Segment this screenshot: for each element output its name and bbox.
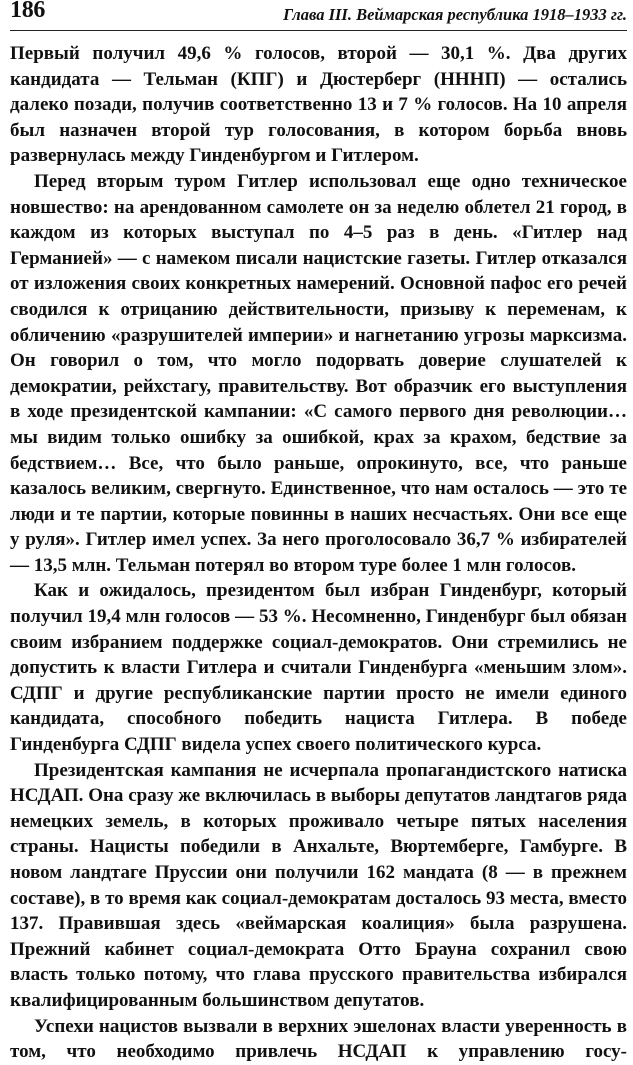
- paragraph: Перед вторым туром Гитлер использовал еще одно техническое новшество: на арендованном самолете он за неделю облетел 21 город, в каждом из которых выступал по 4–5 раз в день. «Гитлер над Германией» — с намеком писали нацистские газеты. Гитлер отказался от изложения своих конкретных намерений. Основной пафос его речей сводился к отрицанию действительности, призыву к переменам, к обличению «разрушителей империи» и нагнетанию угрозы марксизма. Он говорил о том, что могло подорвать доверие слушателей к демократии, рейхстагу, правительству. Вот образчик его выступления в ходе президентской кампании: «С самого первого дня революции… мы видим только ошибку за ошибкой, крах за крахом, бедствие за бедствием… Все, что было раньше, опрокинуто, все, что раньше казалось великим, свергнуто. Единственное, что нам осталось — это те люди и те партии, которые повинны в наших несчастьях. Они все еще у руля». Гитлер имел успех. За него проголосовало 36,7 % избирателей — 13,5 млн. Тельман потерял во втором туре более 1 млн голосов.: [10, 170, 627, 576]
- paragraph: Успехи нацистов вызвали в верхних эшелонах власти уверенность в том, что необходимо привлечь НСДАП к управлению госу-: [10, 1015, 627, 1063]
- paragraph: Первый получил 49,6 % голосов, второй — 30,1 %. Два других кандидата — Тельман (КПГ) и Дюстерберг (НННП) — остались далеко позади, получив соответственно 13 и 7 % голосов. На 10 апреля был назначен второй тур голосования, в котором борьба вновь развернулась между Гинденбургом и Гитлером.: [10, 43, 627, 167]
- running-head: Глава III. Веймарская республика 1918–1933 гг.: [283, 5, 627, 24]
- paragraph: Как и ожидалось, президентом был избран Гинденбург, который получил 19,4 млн голосов — 53 %. Несомненно, Гинденбург был обязан своим избранием поддержке социал-демократов. Они стремились не допустить к власти Гитлера и считали Гинденбурга «меньшим злом». СДПГ и другие республиканские партии просто не имели единого кандидата, способного победить нациста Гитлера. В победе Гинденбурга СДПГ видела успех своего политического курса.: [10, 580, 627, 756]
- body-text: [10, 41, 627, 1065]
- paragraph: Президентская кампания не исчерпала пропагандистского натиска НСДАП. Она сразу же включилась в выборы депутатов ландтагов ряда немецких земель, в которых проживало четыре пятых населения страны. Нацисты победили в Анхальте, Вюртемберге, Гамбурге. В новом ландтаге Пруссии они получили 162 мандата (8 — в прежнем составе), в то время как социал-демократам досталось 93 места, вместо 137. Правившая здесь «веймарская коалиция» была разрушена. Прежний кабинет социал-демократа Отто Брауна сохранил свою власть только потому, что глава прусского правительства избирался квалифицированным большинством депутатов.: [10, 759, 627, 1011]
- page-number: 186: [10, 0, 46, 23]
- page-header: [10, 0, 627, 31]
